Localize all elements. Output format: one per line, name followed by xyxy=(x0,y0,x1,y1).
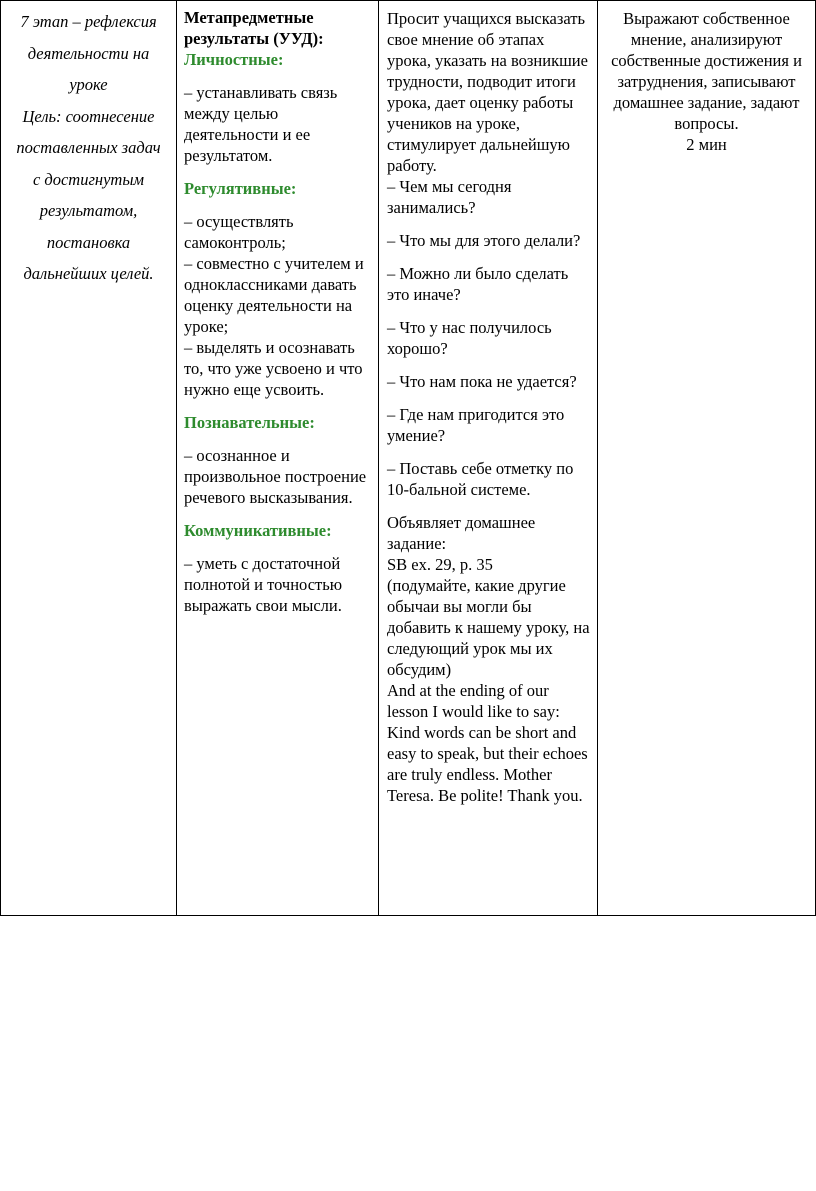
regulatory-item: – выделять и осознавать то, что уже усвоено и что нужно еще усвоить. xyxy=(184,338,363,399)
results-heading-line: Метапредметные xyxy=(184,8,314,27)
teacher-intro: Просит учащихся высказать свое мнение об этапах урока, указать на возникшие трудности, подводит итоги урока, дает оценку работы учеников на уроке, стимулирует дальнейшую работу. xyxy=(387,9,588,175)
personal-title: Личностные: xyxy=(184,50,284,69)
homework-note: (подумайте, какие другие обычаи вы могли бы добавить к нашему уроку, на следующий урок мы их обсудим) xyxy=(387,576,590,679)
reflection-question: – Можно ли было сделать это иначе? xyxy=(387,264,569,304)
communicative-title: Коммуникативные: xyxy=(184,521,332,540)
reflection-question: – Что у нас получилось хорошо? xyxy=(387,318,552,358)
regulatory-item: – осуществлять самоконтроль; xyxy=(184,212,294,252)
regulatory-title: Регулятивные: xyxy=(184,179,297,198)
homework-label: Объявляет домашнее задание: xyxy=(387,513,536,553)
homework-task: SB ex. 29, p. 35 xyxy=(387,555,493,574)
reflection-question: – Поставь себе отметку по 10-бальной системе. xyxy=(387,459,574,499)
stage-line: поставленных задач xyxy=(16,138,161,157)
teacher-cell xyxy=(379,0,597,806)
cognitive-title: Познавательные: xyxy=(184,413,315,432)
reflection-question: – Чем мы сегодня занимались? xyxy=(387,177,512,217)
results-cell xyxy=(177,0,378,616)
stage-line: дальнейших целей. xyxy=(23,264,154,283)
stage-line: Цель: соотнесение xyxy=(22,106,155,126)
stage-line: постановка xyxy=(46,232,131,252)
results-heading-line: результаты (УУД): xyxy=(184,29,324,48)
stage-line: с достигнутым xyxy=(32,169,145,189)
stage-line: результатом, xyxy=(39,201,138,220)
communicative-item: – уметь с достаточной полнотой и точностью выражать свои мысли. xyxy=(184,554,343,615)
closing-text: And at the ending of our lesson I would like to say: Kind words can be short and easy to speak, but their echoes are truly endless. Mother Teresa. Be polite! Thank you. xyxy=(387,681,588,805)
regulatory-item: – совместно с учителем и одноклассниками давать оценку деятельности на уроке; xyxy=(184,254,364,336)
stage-cell xyxy=(1,0,176,290)
reflection-question: – Где нам пригодится это умение? xyxy=(387,405,565,445)
reflection-question: – Что мы для этого делали? xyxy=(387,231,581,250)
students-cell xyxy=(598,0,815,155)
table-bottom-border xyxy=(0,915,816,916)
reflection-question: – Что нам пока не удается? xyxy=(387,372,577,391)
time-label: 2 мин xyxy=(686,135,727,154)
personal-item: – устанавливать связь между целью деятельности и ее результатом. xyxy=(184,83,338,165)
stage-line: 7 этап – рефлексия xyxy=(20,12,157,31)
cognitive-item: – осознанное и произвольное построение речевого высказывания. xyxy=(184,446,367,507)
results-heading xyxy=(184,7,372,49)
stage-line: уроке xyxy=(69,75,108,94)
stage-line: деятельности на xyxy=(27,43,150,63)
students-text: Выражают собственное мнение, анализируют собственные достижения и затруднения, записывают домашнее задание, задают вопросы. xyxy=(611,9,802,133)
